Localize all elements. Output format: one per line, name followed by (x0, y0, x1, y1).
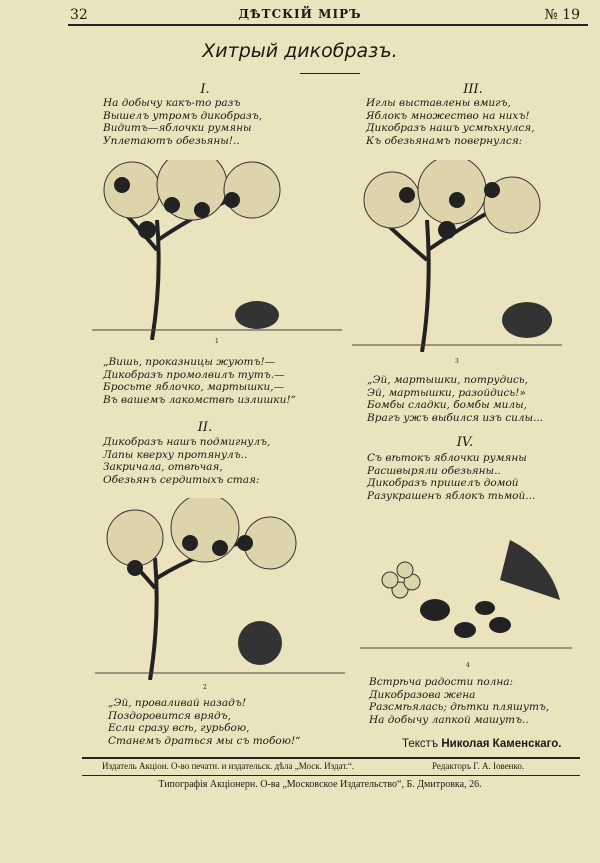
verse-line: Врагъ ужъ выбился изъ силы... (367, 411, 544, 424)
stanza-2-continued (108, 697, 301, 747)
page-number: 32 (70, 7, 88, 23)
stanza-2 (103, 436, 270, 486)
credit-author: Николая Каменскаго. (441, 738, 562, 750)
verse-line: Поздоровится врядъ, (108, 709, 232, 722)
verse-line: Въ вашемъ лакомствѣ излишки!“ (103, 393, 296, 406)
printer-line: Типографія Акціонерн. О-ва „Московское Издательство“, Б. Дмитровка, 26. (158, 779, 482, 790)
poem-title: Хитрый дикобразъ. (202, 40, 398, 62)
verse-line: Бомбы сладки, бомбы милы, (367, 399, 528, 412)
verse-line: Станемъ драться мы съ тобою!“ (108, 734, 301, 747)
verse-line: Уплетаютъ обезьяны!.. (103, 134, 240, 147)
verse-line: Разсмѣялась; дѣтки пляшутъ, (369, 701, 550, 714)
footer-rule (82, 775, 580, 776)
header-rule (68, 24, 588, 26)
verse-line: Если сразу всѣ, гурьбою, (108, 722, 250, 735)
illustration-3-monkeys-throwing-apples (352, 160, 562, 352)
verse-line: Дикобразъ пришелъ домой (367, 477, 519, 490)
verse-line: Съ вѣтокъ яблочки румяны (367, 452, 527, 464)
verse-line: Закричала, отвѣчая, (103, 461, 223, 474)
stanza-numeral: II. (197, 420, 213, 435)
verse-line: На добычу лапкой машутъ.. (369, 713, 529, 726)
stanza-3 (366, 97, 535, 147)
illustration-caption: 4 (466, 662, 470, 669)
verse-line: „Эй, проваливай назадъ! (108, 697, 247, 709)
verse-line: Вышелъ утромъ дикобразъ, (103, 109, 263, 122)
illustration-1-monkeys-in-apple-tree (92, 160, 342, 340)
illustration-caption: 2 (203, 684, 207, 691)
journal-name: ДѢТСКІЙ МІРЪ (238, 7, 362, 21)
verse-line: Разукрашенъ яблокъ тьмой... (367, 489, 536, 502)
illustration-4-porcupine-family (360, 520, 572, 660)
verse-line: Лапы кверху протянулъ.. (103, 448, 248, 461)
verse-line: Эй, мартышки, разойдись!» (367, 386, 526, 399)
footer-rule (82, 757, 580, 759)
stanza-numeral: III. (463, 82, 483, 97)
stanza-numeral: I. (200, 82, 210, 97)
stanza-1-continued (103, 356, 296, 406)
stanza-4-continued (369, 676, 549, 726)
verse-line: Иглы выставлены вмигъ, (366, 97, 511, 109)
credit-prefix: Текстъ (402, 738, 439, 750)
stanza-4 (367, 452, 535, 502)
verse-line: Расшвыряли обезьяны.. (367, 464, 501, 477)
verse-line: Къ обезьянамъ повернулся: (366, 134, 523, 147)
stanza-numeral: IV. (456, 435, 474, 450)
verse-line: Встрѣча радости полна: (369, 676, 514, 688)
illustration-caption: 1 (215, 338, 219, 345)
title-rule (300, 73, 360, 74)
issue-number: № 19 (544, 7, 580, 23)
editor-line: Редакторъ Г. А. Іовенко. (432, 761, 525, 771)
verse-line: Дикобразова жена (369, 688, 476, 701)
verse-line: „Эй, мартышки, потрудись, (367, 374, 528, 386)
publisher-line: Издатель Акціон. О-во печатн. и издательск. дѣла „Моск. Издат.“. (102, 761, 355, 771)
verse-line: Яблокъ множество на нихъ! (366, 109, 530, 122)
verse-line: Дикобразъ нашъ усмѣхнулся, (366, 122, 535, 135)
verse-line: Обезьянъ сердитыхъ стая: (103, 473, 260, 486)
stanza-1 (103, 97, 262, 147)
verse-line: Дикобразъ нашъ подмигнулъ, (103, 436, 271, 448)
verse-line: „Вишь, проказницы жуютъ!— (103, 356, 276, 368)
verse-line: На добычу какъ-то разъ (103, 97, 241, 109)
illustration-caption: 3 (455, 358, 459, 365)
illustration-2-monkeys-shouting (95, 498, 345, 680)
verse-line: Дикобразъ промолвилъ тутъ.— (103, 368, 285, 381)
verse-line: Бросьте яблочко, мартышки,— (103, 381, 285, 394)
author-credit (402, 738, 561, 750)
verse-line: Видитъ—яблочки румяны (103, 122, 252, 135)
stanza-3-continued (367, 374, 543, 424)
